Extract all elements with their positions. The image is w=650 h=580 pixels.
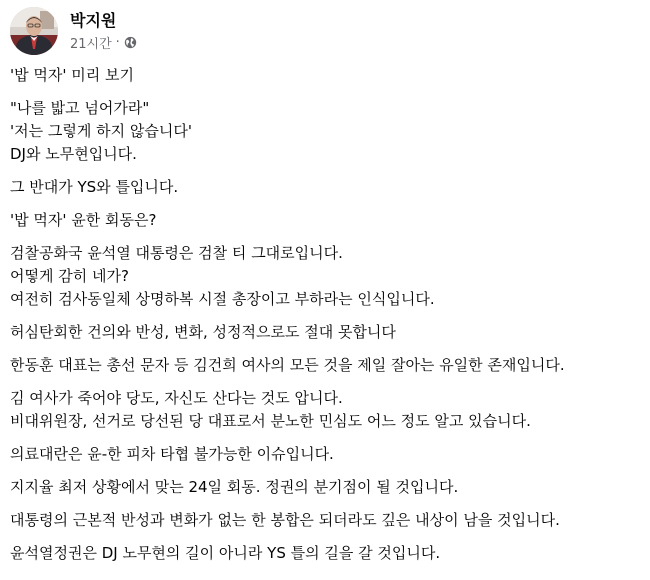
- post-paragraph: [10, 321, 640, 344]
- separator-dot: ·: [115, 35, 120, 50]
- post-text-line: 한동훈 대표는 총선 문자 등 김건희 여사의 모든 것을 제일 잘아는 유일한 존재입니다.: [10, 356, 565, 374]
- post-body: [10, 64, 640, 575]
- post-text-line: 그 반대가 YS와 틀입니다.: [10, 178, 179, 196]
- post-subline: [70, 34, 137, 52]
- post-paragraph: [10, 542, 640, 565]
- post-meta: [70, 11, 137, 52]
- post-paragraph: [10, 387, 640, 433]
- author-name[interactable]: 박지원: [70, 10, 117, 30]
- post-paragraph: [10, 443, 640, 466]
- globe-icon[interactable]: [124, 36, 137, 49]
- post-paragraph: [10, 242, 640, 311]
- post-text-line: '밥 먹자' 미리 보기: [10, 66, 134, 84]
- post-paragraph: [10, 509, 640, 532]
- post-text-line: 김 여사가 죽어야 당도, 자신도 산다는 것도 압니다.: [10, 389, 343, 407]
- post-text-line: '저는 그렇게 하지 않습니다': [10, 122, 192, 140]
- post-text-line: 허심탄회한 건의와 반성, 변화, 성정적으로도 절대 못합니다: [10, 323, 396, 341]
- post-timestamp[interactable]: 21시간: [70, 37, 112, 52]
- post-text-line: 의료대란은 윤-한 피차 타협 불가능한 이슈입니다.: [10, 445, 334, 463]
- post-text-line: 윤석열정권은 DJ 노무현의 길이 아니라 YS 틀의 길을 갈 것입니다.: [10, 544, 441, 562]
- post-header: [10, 6, 137, 56]
- post-text-line: "나를 밟고 넘어가라": [10, 99, 150, 117]
- post-text-line: 여전히 검사동일체 상명하복 시절 총장이고 부하라는 인식입니다.: [10, 290, 435, 308]
- post-paragraph: [10, 97, 640, 166]
- post-paragraph: [10, 64, 640, 87]
- post-paragraph: [10, 354, 640, 377]
- post-text-line: 대통령의 근본적 반성과 변화가 없는 한 봉합은 되더라도 깊은 내상이 남을 것입니다.: [10, 511, 560, 529]
- post-text-line: '밥 먹자' 윤한 회동은?: [10, 211, 157, 229]
- post-paragraph: [10, 209, 640, 232]
- avatar[interactable]: [10, 7, 58, 55]
- post-text-line: 어떻게 감히 네가?: [10, 267, 129, 285]
- profile-photo: [10, 7, 58, 55]
- post-text-line: 검찰공화국 윤석열 대통령은 검찰 티 그대로입니다.: [10, 244, 343, 262]
- post-text-line: 비대위원장, 선거로 당선된 당 대표로서 분노한 민심도 어느 정도 알고 있습니다.: [10, 412, 531, 430]
- post-paragraph: [10, 176, 640, 199]
- post-paragraph: [10, 476, 640, 499]
- post-text-line: 지지율 최저 상황에서 맞는 24일 회동. 정권의 분기점이 될 것입니다.: [10, 478, 459, 496]
- post-text-line: DJ와 노무현입니다.: [10, 145, 137, 163]
